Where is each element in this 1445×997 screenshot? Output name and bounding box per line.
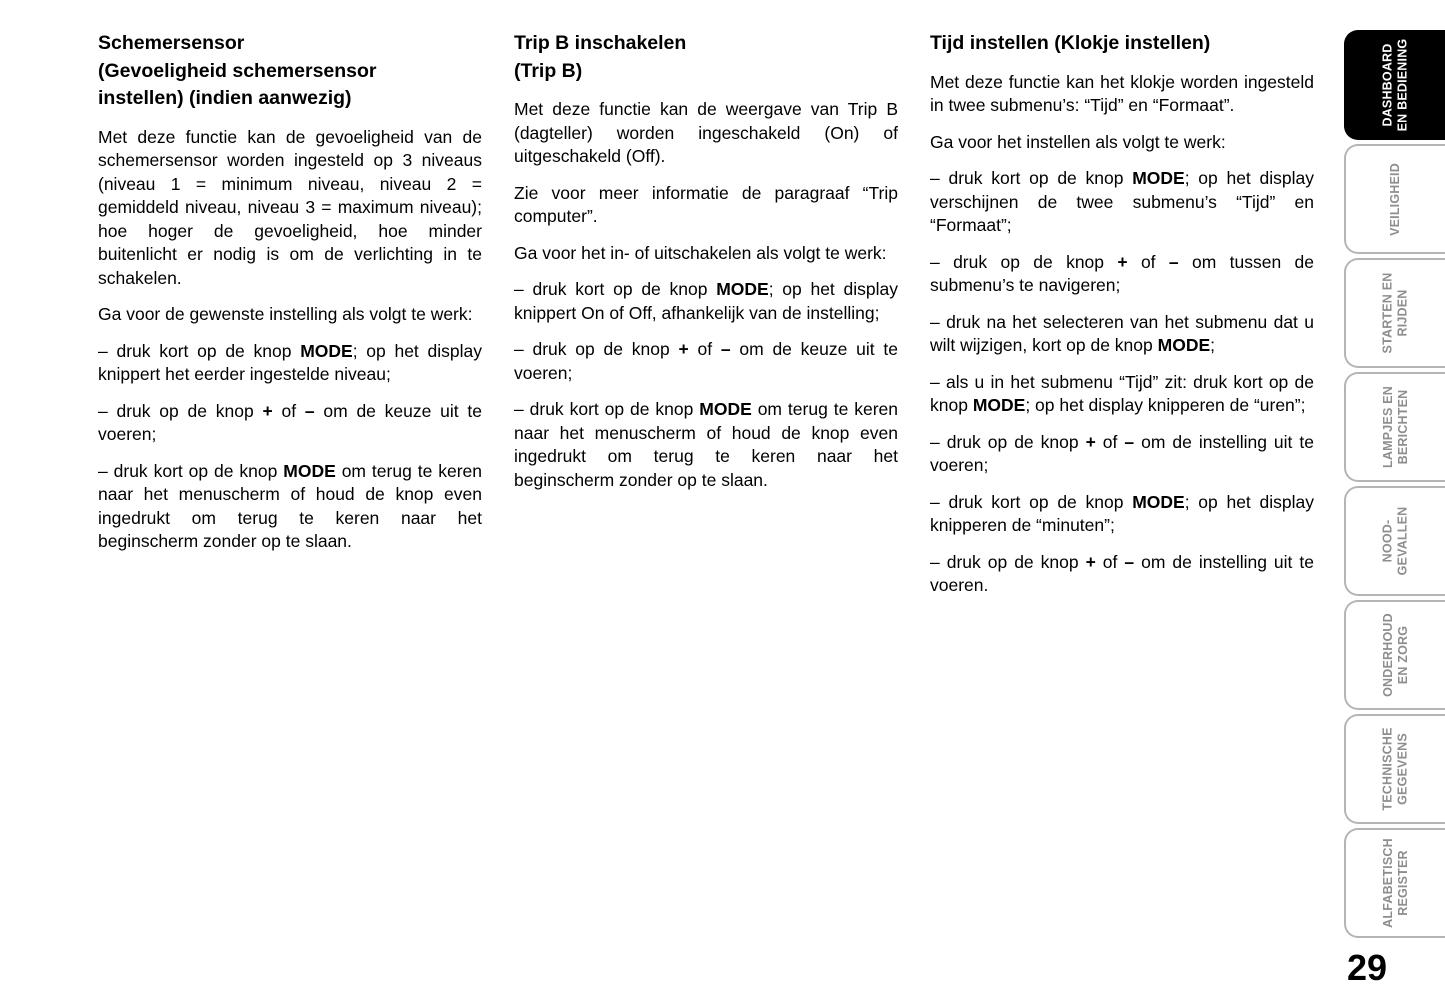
content-columns xyxy=(98,30,1314,611)
tab-label: NOOD- GEVALLEN xyxy=(1380,506,1410,576)
sidebar-tab-lampjes-en-berichten[interactable] xyxy=(1344,372,1445,482)
tab-label: STARTEN EN RIJDEN xyxy=(1380,272,1410,354)
paragraph: Zie voor meer informatie de paragraaf “Trip computer”. xyxy=(514,182,898,226)
text-column xyxy=(930,30,1314,611)
paragraph: – druk kort op de knop MODE om terug te keren naar het menuscherm of houd de knop even ingedrukt om terug te keren naar het beginscherm zonder op te slaan. xyxy=(98,460,482,551)
paragraph: – druk na het selecteren van het submenu dat u wilt wijzigen, kort op de knop MODE; xyxy=(930,311,1314,355)
tab-label: ALFABETISCH REGISTER xyxy=(1380,838,1410,928)
sidebar-tab-technische-gegevens[interactable] xyxy=(1344,714,1445,824)
paragraph: – als u in het submenu “Tijd” zit: druk kort op de knop MODE; op het display knipperen de “uren”; xyxy=(930,371,1314,415)
sidebar-tabs xyxy=(1344,30,1445,938)
paragraph: Ga voor het instellen als volgt te werk: xyxy=(930,131,1226,152)
text-column xyxy=(514,30,898,611)
sidebar-tab-starten-en-rijden[interactable] xyxy=(1344,258,1445,368)
section-heading: Trip B inschakelen (Trip B) xyxy=(514,32,687,82)
paragraph: – druk kort op de knop MODE; op het display knippert On of Off, afhankelijk van de instelling; xyxy=(514,279,898,323)
paragraph: – druk op de knop + of – om de keuze uit te voeren; xyxy=(514,339,898,383)
paragraph: – druk op de knop + of – om de instelling uit te voeren. xyxy=(930,551,1314,595)
sidebar-tab-veiligheid[interactable] xyxy=(1344,144,1445,254)
sidebar-tab-nood-gevallen[interactable] xyxy=(1344,486,1445,596)
paragraph: Met deze functie kan de weergave van Trip B (dagteller) worden ingeschakeld (On) of uitgeschakeld (Off). xyxy=(514,99,898,166)
paragraph: – druk kort op de knop MODE om terug te keren naar het menuscherm of houd de knop even ingedrukt om terug te keren naar het beginscherm zonder op te slaan. xyxy=(514,399,898,490)
paragraph: – druk op de knop + of – om tussen de submenu’s te navigeren; xyxy=(930,251,1315,295)
sidebar-tab-dashboard-en-bediening[interactable] xyxy=(1344,30,1445,140)
paragraph: Met deze functie kan het klokje worden ingesteld in twee submenu’s: “Tijd” en “Formaat”. xyxy=(930,71,1314,115)
paragraph: Met deze functie kan de gevoeligheid van de schemersensor worden ingesteld op 3 niveaus (niveau 1 = minimum niveau, niveau 2 = gemiddeld niveau, niveau 3 = maximum niveau); hoe hoger de gevoeligheid, hoe minder buitenlicht er nodig is om de verlichting in te schakelen. xyxy=(98,126,482,288)
tab-label: DASHBOARD EN BEDIENING xyxy=(1380,38,1410,132)
section-heading: Tijd instellen (Klokje instellen) xyxy=(930,32,1211,54)
paragraph: Ga voor de gewenste instelling als volgt te werk: xyxy=(98,304,473,324)
page-number: 29 xyxy=(1346,947,1387,988)
text-column xyxy=(98,30,482,611)
tab-label: VEILIGHEID xyxy=(1388,162,1402,236)
paragraph: Ga voor het in- of uitschakelen als volgt te werk: xyxy=(514,242,887,263)
tab-label: LAMPJES EN BERICHTEN xyxy=(1380,386,1410,468)
tab-label: ONDERHOUD EN ZORG xyxy=(1380,613,1410,697)
paragraph: – druk kort op de knop MODE; op het display verschijnen de twee submenu’s “Tijd” en “Formaat”; xyxy=(930,168,1314,235)
paragraph: – druk op de knop + of – om de instelling uit te voeren; xyxy=(930,431,1314,475)
paragraph: – druk kort op de knop MODE; op het display knipperen de “minuten”; xyxy=(930,491,1314,535)
sidebar-tab-alfabetisch-register[interactable] xyxy=(1344,828,1445,938)
paragraph: – druk op de knop + of – om de keuze uit te voeren; xyxy=(98,400,482,444)
sidebar-tab-onderhoud-en-zorg[interactable] xyxy=(1344,600,1445,710)
section-heading: Schemersensor (Gevoeligheid schemersensor instellen) (indien aanwezig) xyxy=(98,32,377,109)
paragraph: – druk kort op de knop MODE; op het display knippert het eerder ingestelde niveau; xyxy=(98,340,482,384)
tab-label: TECHNISCHE GEGEVENS xyxy=(1380,727,1410,811)
